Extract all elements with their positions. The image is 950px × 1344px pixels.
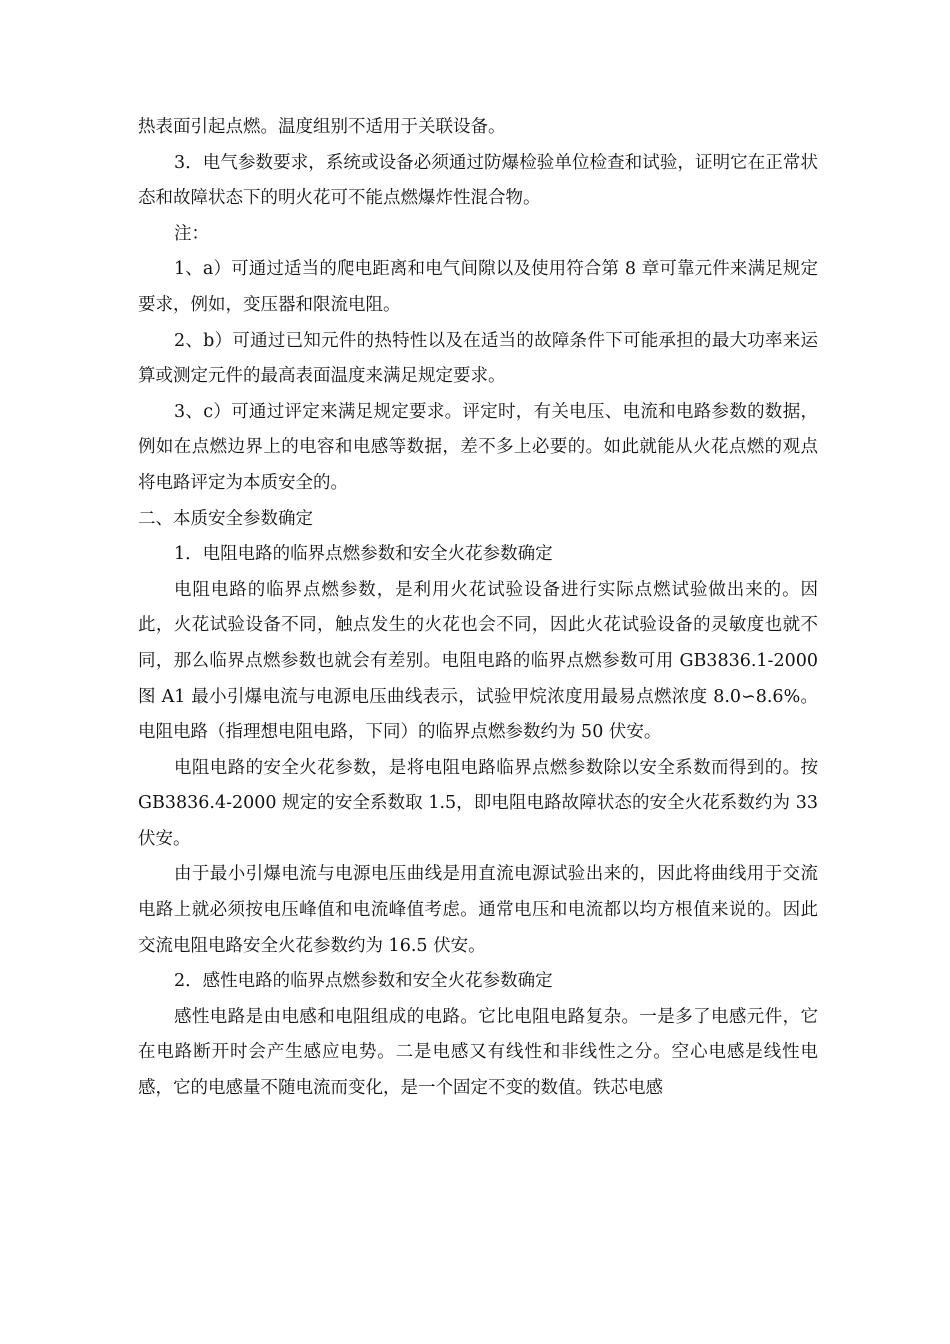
paragraph-continuation: 热表面引起点燃。温度组别不适用于关联设备。 xyxy=(138,117,506,137)
paragraph-electrical-requirements: 3．电气参数要求，系统或设备必须通过防爆检验单位检查和试验，证明它在正常状态和故障状态下的明火花可不能点燃爆炸性混合物。 xyxy=(138,152,818,209)
paragraph-note-a: 1、a）可通过适当的爬电距离和电气间隙以及使用符合第 8 章可靠元件来满足规定要求，例如，变压器和限流电阻。 xyxy=(138,259,818,315)
paragraph-note-heading: 注： xyxy=(174,223,209,244)
paragraph-note-c: 3、c）可通过评定来满足规定要求。评定时，有关电压、电流和电路参数的数据，例如在点燃边界上的电容和电感等数据，差不多上必要的。如此就能从火花点燃的观点将电路评定为本质安全的。 xyxy=(138,401,818,493)
subheading-resistive-circuit: 1．电阻电路的临界点燃参数和安全火花参数确定 xyxy=(174,544,553,565)
paragraph-note-b: 2、b）可通过已知元件的热特性以及在适当的故障条件下可能承担的最大功率来运算或测定元件的最高表面温度来满足规定要求。 xyxy=(138,330,818,387)
paragraph-resistive-ignition: 电阻电路的临界点燃参数，是利用火花试验设备进行实际点燃试验做出来的。因此，火花试验设备不同，触点发生的火花也会不同，因此火花试验设备的灵敏度也就不同，那么临界点燃参数也就会有差别。电阻电路的临界点燃参数可用 GB3836.1-2000 图 A1 最小引爆电流与电源电压曲线表示，试验甲烷浓度用最易点燃浓度 8.0∽8.6%。电阻电路（指理想电阻电路，下同）的临界点燃参数约为 50 伏安。 xyxy=(138,579,818,743)
paragraph-resistive-safety: 电阻电路的安全火花参数，是将电阻电路临界点燃参数除以安全系数而得到的。按 GB3836.4-2000 规定的安全系数取 1.5，即电阻电路故障状态的安全火花系数约为 33 伏安。 xyxy=(138,757,818,849)
paragraph-inductive-circuit: 感性电路是由电感和电阻组成的电路。它比电阻电路复杂。一是多了电感元件，它在电路断开时会产生感应电势。二是电感又有线性和非线性之分。空心电感是线性电感，它的电感量不随电流而变化，是一个固定不变的数值。铁芯电感 xyxy=(138,1006,818,1099)
subheading-inductive-circuit: 2．感性电路的临界点燃参数和安全火花参数确定 xyxy=(174,971,553,992)
document-body xyxy=(138,110,818,1107)
section-heading-intrinsic-safety: 二、本质安全参数确定 xyxy=(138,508,313,529)
paragraph-ac-resistive: 由于最小引爆电流与电源电压曲线是用直流电源试验出来的，因此将曲线用于交流电路上就必须按电压峰值和电流峰值考虑。通常电压和电流都以均方根值来说的。因此交流电阻电路安全火花参数约为 16.5 伏安。 xyxy=(138,864,818,956)
